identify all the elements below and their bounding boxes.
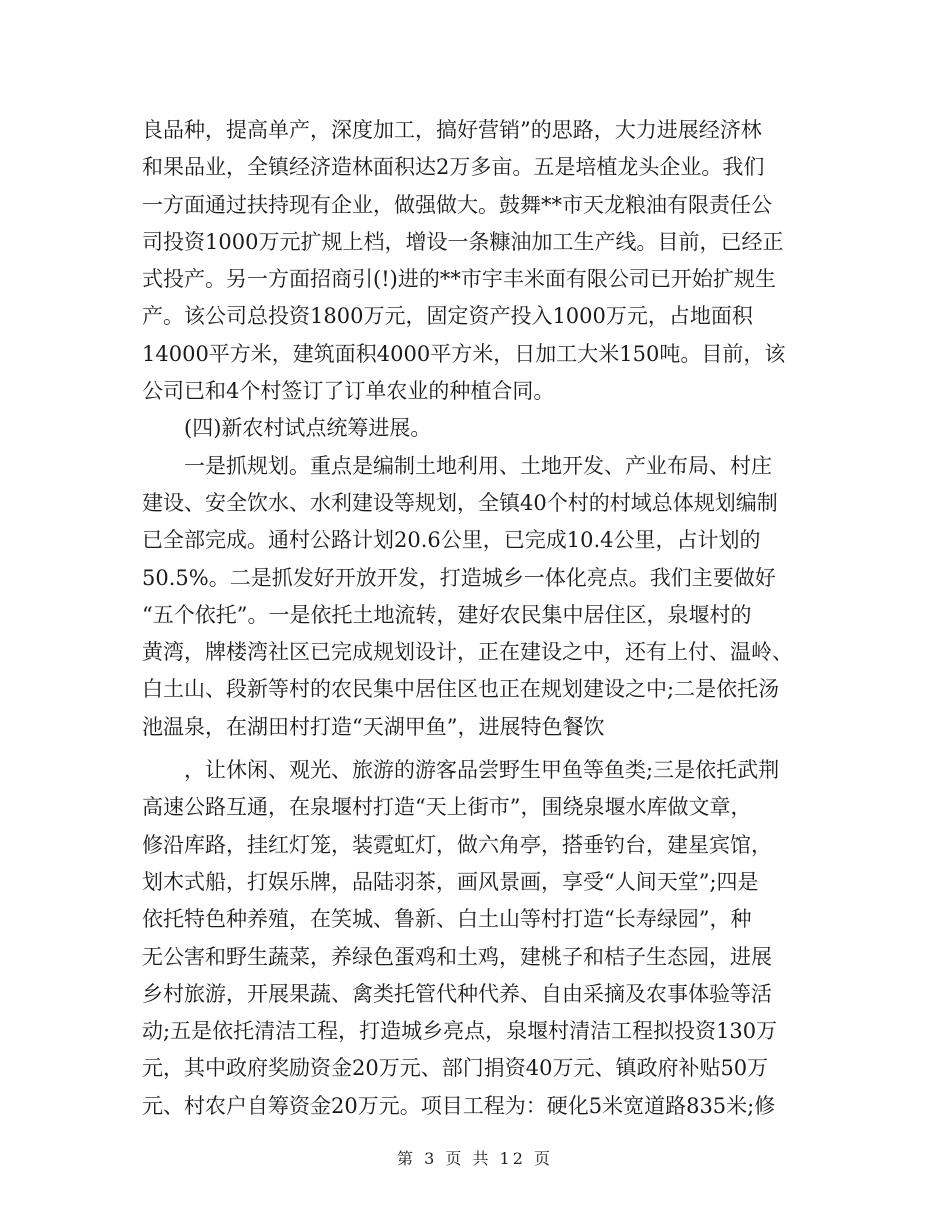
- text-line: 动;五是依托清洁工程，打造城乡亮点，泉堰村清洁工程拟投资130万: [142, 1019, 778, 1044]
- text-line: 依托特色种养殖，在笑城、鲁新、白土山等村打造“长寿绿园”，种: [142, 907, 752, 932]
- page-number-footer: 第 3 页 共 12 页: [397, 1149, 553, 1168]
- text-line: 司投资1000万元扩规上档，增设一条糠油加工生产线。目前，已经正: [142, 229, 784, 254]
- text-line: 建设、安全饮水、水利建设等规划，全镇40个村的村域总体规划编制: [142, 490, 778, 515]
- text-line: ，让休闲、观光、旅游的游客品尝野生甲鱼等鱼类;三是依托武荆: [184, 758, 780, 783]
- text-line: 式投产。另一方面招商引(!)进的**市宇丰米面有限公司已开始扩规生: [142, 267, 776, 292]
- text-line: 乡村旅游，开展果蔬、禽类托管代种代养、自由采摘及农事体验等活: [142, 981, 772, 1006]
- text-line: 50.5%。二是抓发好开放开发，打造城乡一体化亮点。我们主要做好: [142, 565, 776, 590]
- text-line: 一方面通过扶持现有企业，做强做大。鼓舞**市天龙粮油有限责任公: [142, 192, 772, 217]
- text-line: “五个依托”。一是依托土地流转，建好农民集中居住区，泉堰村的: [142, 602, 752, 627]
- document-body: [142, 112, 822, 1125]
- text-line: 黄湾，牌楼湾社区已完成规划设计，正在建设之中，还有上付、温岭、: [142, 640, 793, 665]
- text-line: 修沿库路，挂红灯笼，装霓虹灯，做六角亭，搭垂钓台，建星宾馆，: [142, 832, 772, 857]
- section-heading: (四)新农村试点统筹进展。: [184, 416, 432, 441]
- text-line: 一是抓规划。重点是编制土地利用、土地开发、产业布局、村庄: [184, 453, 772, 478]
- text-line: 公司已和4个村签订了订单农业的种植合同。: [142, 379, 555, 404]
- text-line: 无公害和野生蔬菜，养绿色蛋鸡和土鸡，建桃子和桔子生态园，进展: [142, 944, 772, 969]
- text-line: 白土山、段新等村的农民集中居住区也正在规划建设之中;二是依托汤: [142, 677, 780, 702]
- text-line: 划木式船，打娱乐牌，品陆羽茶，画风景画，享受“人间天堂”;四是: [142, 869, 759, 894]
- text-line: 良品种，提高单产，深度加工，搞好营销”的思路，大力进展经济林: [142, 118, 762, 142]
- text-line: 元，其中政府奖励资金20万元、部门捐资40万元、镇政府补贴50万: [142, 1056, 769, 1081]
- text-line: 元、村农户自筹资金20万元。项目工程为：硬化5米宽道路835米;修: [142, 1093, 776, 1118]
- text-line: 高速公路互通，在泉堰村打造“天上街市”，围绕泉堰水库做文章，: [142, 795, 752, 820]
- text-line: 14000平方米，建筑面积4000平方米，日加工大米150吨。目前，该: [142, 341, 786, 366]
- text-line: 产。该公司总投资1800万元，固定资产投入1000万元，占地面积: [142, 304, 753, 329]
- text-line: 池温泉，在湖田村打造“天湖甲鱼”，进展特色餐饮: [142, 714, 605, 739]
- text-line: 已全部完成。通村公路计划20.6公里，已完成10.4公里，占计划的: [142, 528, 761, 553]
- text-line: 和果品业，全镇经济造林面积达2万多亩。五是培植龙头企业。我们: [142, 155, 765, 180]
